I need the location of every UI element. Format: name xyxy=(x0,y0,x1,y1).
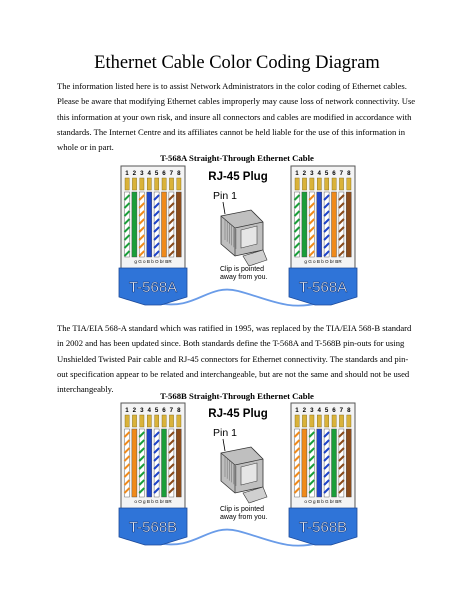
standard-label: T-568A xyxy=(298,279,348,296)
gold-contact xyxy=(332,178,336,190)
gold-contact xyxy=(155,415,159,427)
standard-label: T-568B xyxy=(298,519,348,536)
gold-contact xyxy=(125,178,129,190)
wire xyxy=(346,429,351,497)
page-title: Ethernet Cable Color Coding Diagram xyxy=(94,53,380,73)
wire-codes: o O g B b G br BR xyxy=(304,499,342,504)
wire xyxy=(139,429,144,497)
pin-1-label: Pin 1 xyxy=(213,190,237,202)
pin-number: 1 xyxy=(295,170,299,177)
gold-contact xyxy=(140,178,144,190)
wire xyxy=(162,429,167,497)
standards-paragraph: The TIA/EIA 568-A standard which was ratified in 1995, was replaced by the TIA/EIA 568-B standard in 2002 and has been updated since. Both standards define the T-568A and T-568B pin-outs for using Unshielded Twisted Pair cable and RJ-45 connectors for Ethernet connectivity. The standards and pin-out specification appear to be related and interchangeable, but are not the same and should not be used interchangeably. xyxy=(57,323,412,395)
gold-contact xyxy=(317,178,321,190)
left-connector xyxy=(119,403,187,545)
standard-label: T-568B xyxy=(128,519,178,536)
wire xyxy=(176,429,181,497)
gold-contact xyxy=(310,415,314,427)
wire xyxy=(147,192,152,257)
plug-housing xyxy=(291,166,355,269)
clip-note-line2: away from you. xyxy=(220,274,268,281)
pin-1-pointer xyxy=(223,202,225,214)
wire xyxy=(317,429,322,497)
pin-number: 5 xyxy=(154,170,159,177)
wire xyxy=(332,192,337,257)
pin-number: 7 xyxy=(169,407,174,414)
figure-b-caption: T-568B Straight-Through Ethernet Cable xyxy=(160,391,314,401)
pin-number: 7 xyxy=(169,170,174,177)
wire xyxy=(176,192,181,257)
pin-number: 6 xyxy=(332,407,336,414)
pin-number: 3 xyxy=(140,170,144,177)
pin-number: 2 xyxy=(302,407,307,414)
clip-note-line2: away from you. xyxy=(220,514,268,521)
pin-number: 2 xyxy=(132,170,137,177)
gold-contact xyxy=(332,415,336,427)
pin-number: 6 xyxy=(332,170,336,177)
wire xyxy=(324,429,329,497)
wire xyxy=(147,429,152,497)
wire xyxy=(132,429,137,497)
wire xyxy=(332,429,337,497)
figure-a-caption: T-568A Straight-Through Ethernet Cable xyxy=(160,153,314,163)
pin-number: 6 xyxy=(162,170,166,177)
gold-contact xyxy=(302,415,306,427)
plug-window xyxy=(241,463,257,485)
pin-number: 3 xyxy=(310,407,314,414)
intro-paragraph: The information listed here is to assist Network Administrators in the color coding of Ethernet cables. Please be aware that modifying Ethernet cables improperly may cause loss of network connectivity. Use this information at your own risk, and insure all connectors and cables are modified in accordance with standards. The Internet Centre and its affiliates cannot be held liable for the use of this information in whole or in part. xyxy=(57,81,416,153)
rj45-plug-illustration xyxy=(208,171,267,281)
gold-contact xyxy=(132,415,136,427)
gold-contact xyxy=(347,415,351,427)
pin-number: 5 xyxy=(154,407,159,414)
gold-contact xyxy=(169,178,173,190)
rj45-plug-illustration xyxy=(208,408,267,521)
wire-codes: g G o B b O br BR xyxy=(134,259,172,264)
gold-contact xyxy=(177,178,181,190)
wire xyxy=(162,192,167,257)
pin-1-label: Pin 1 xyxy=(213,427,237,439)
wire xyxy=(154,429,159,497)
wire-codes: o O g B b G br BR xyxy=(134,499,172,504)
gold-contact xyxy=(147,178,151,190)
pin-number: 4 xyxy=(317,407,321,414)
pin-number: 2 xyxy=(132,407,137,414)
pin-number: 8 xyxy=(347,170,351,177)
gold-contact xyxy=(339,178,343,190)
wire xyxy=(302,192,307,257)
gold-contact xyxy=(325,415,329,427)
wire xyxy=(309,429,314,497)
gold-contact xyxy=(147,415,151,427)
t568a-diagram xyxy=(117,164,359,309)
t568b-diagram xyxy=(117,401,359,549)
gold-contact xyxy=(295,178,299,190)
pin-number: 3 xyxy=(140,407,144,414)
pin-number: 6 xyxy=(162,407,166,414)
gold-contact xyxy=(132,178,136,190)
plug-housing xyxy=(121,403,185,509)
right-connector xyxy=(289,166,357,305)
gold-contact xyxy=(177,415,181,427)
wire xyxy=(302,429,307,497)
plug-housing xyxy=(291,403,355,509)
gold-contact xyxy=(339,415,343,427)
plug-heading: RJ-45 Plug xyxy=(208,408,268,420)
pin-number: 8 xyxy=(177,407,181,414)
pin-number: 4 xyxy=(317,170,321,177)
gold-contact xyxy=(162,415,166,427)
gold-contact xyxy=(325,178,329,190)
wire xyxy=(295,429,300,497)
pin-number: 7 xyxy=(339,170,344,177)
pin-number: 5 xyxy=(324,407,329,414)
wire xyxy=(339,429,344,497)
pin-number: 1 xyxy=(125,407,129,414)
clip-note-line1: Clip is pointed xyxy=(220,266,264,273)
left-connector xyxy=(119,166,187,305)
gold-contact xyxy=(317,415,321,427)
plug-window xyxy=(241,226,257,248)
pin-number: 1 xyxy=(125,170,129,177)
wire xyxy=(346,192,351,257)
gold-contact xyxy=(162,178,166,190)
gold-contact xyxy=(302,178,306,190)
wire xyxy=(317,192,322,257)
wire xyxy=(125,429,130,497)
pin-number: 8 xyxy=(347,407,351,414)
pin-number: 4 xyxy=(147,170,151,177)
pin-number: 2 xyxy=(302,170,307,177)
clip-note-line1: Clip is pointed xyxy=(220,506,264,513)
pin-1-pointer xyxy=(223,439,225,451)
right-connector xyxy=(289,403,357,545)
pin-number: 3 xyxy=(310,170,314,177)
pin-number: 5 xyxy=(324,170,329,177)
plug-heading: RJ-45 Plug xyxy=(208,171,268,183)
standard-label: T-568A xyxy=(128,279,178,296)
gold-contact xyxy=(155,178,159,190)
plug-housing xyxy=(121,166,185,269)
gold-contact xyxy=(310,178,314,190)
gold-contact xyxy=(169,415,173,427)
wire-codes: g G o B b O br BR xyxy=(304,259,342,264)
gold-contact xyxy=(347,178,351,190)
pin-number: 8 xyxy=(177,170,181,177)
gold-contact xyxy=(125,415,129,427)
pin-number: 1 xyxy=(295,407,299,414)
gold-contact xyxy=(295,415,299,427)
wire xyxy=(132,192,137,257)
pin-number: 4 xyxy=(147,407,151,414)
wire xyxy=(169,429,174,497)
gold-contact xyxy=(140,415,144,427)
pin-number: 7 xyxy=(339,407,344,414)
